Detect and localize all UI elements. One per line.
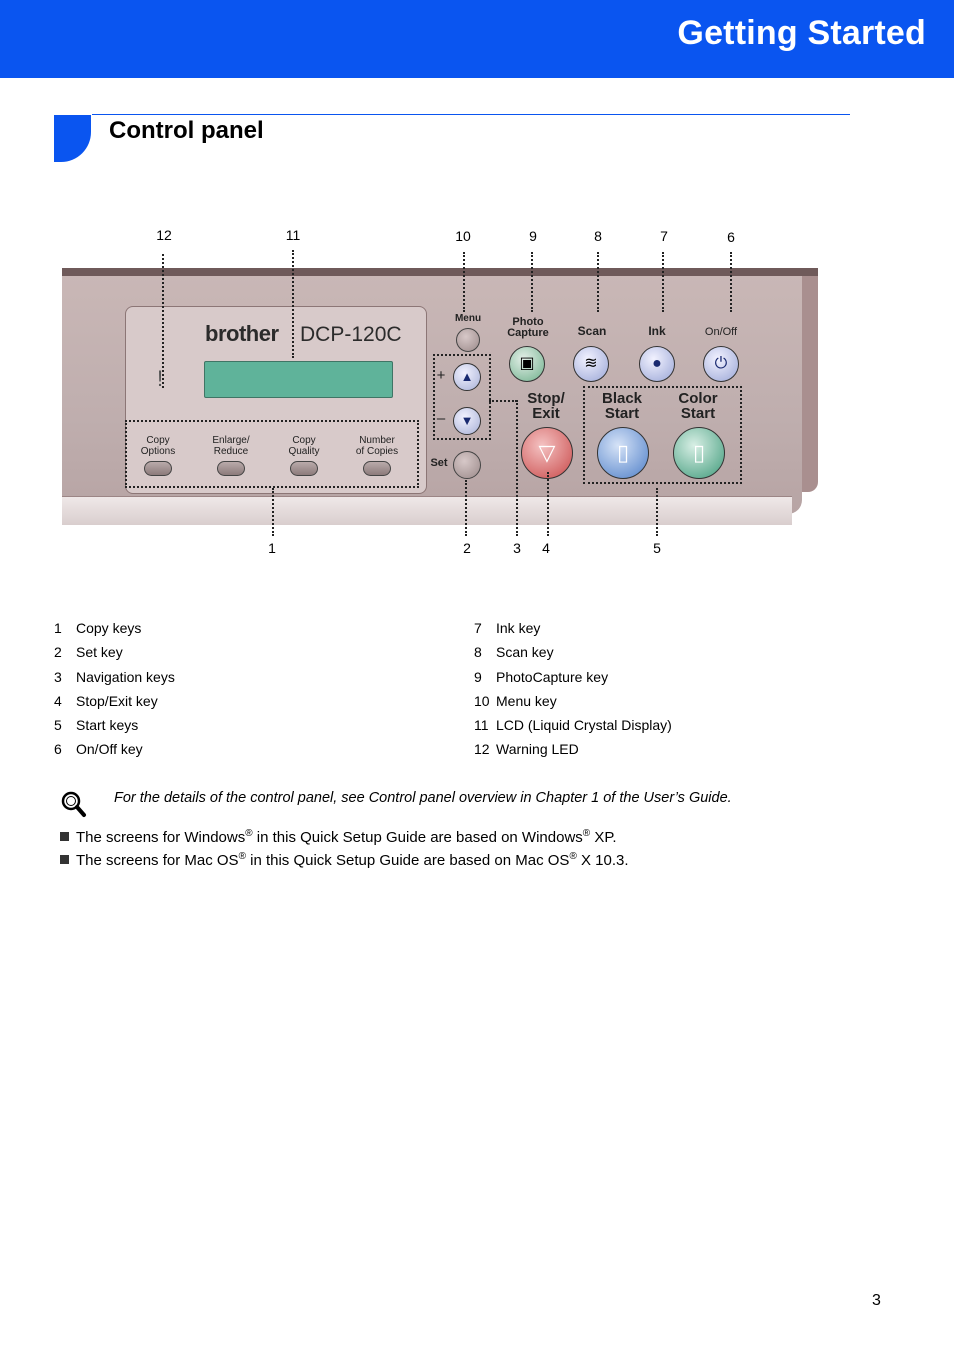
leader-line-7 <box>662 252 664 312</box>
number-of-copies-label: Number of Copies <box>355 435 399 457</box>
callout-8: 8 <box>594 228 602 244</box>
bullet-square-icon <box>60 832 69 841</box>
photo-capture-label: Photo Capture <box>507 316 549 339</box>
callout-11: 11 <box>285 227 301 243</box>
panel-lip <box>62 496 792 525</box>
lcd-display <box>204 361 393 398</box>
copy-options-label: Copy Options <box>140 435 176 457</box>
callout-3: 3 <box>513 540 521 556</box>
leader-line-11 <box>292 250 294 358</box>
plus-sign: + <box>436 367 446 384</box>
model-name: DCP-120C <box>300 323 402 346</box>
callout-5: 5 <box>653 540 661 556</box>
leader-line-6 <box>730 252 732 312</box>
header-bar <box>0 0 954 78</box>
nav-connector <box>489 400 517 402</box>
stop-icon: ▽ <box>538 440 556 465</box>
page-number: 3 <box>872 1292 881 1309</box>
note-text: For the details of the control panel, see Control panel overview in Chapter 1 of the User’s Guide. <box>114 790 732 806</box>
set-label: Set <box>430 457 448 469</box>
scanner-icon: ≋ <box>584 355 598 372</box>
set-button[interactable] <box>453 451 481 479</box>
leader-line-12 <box>162 254 164 388</box>
leader-line-9 <box>531 252 533 312</box>
camera-icon: ▣ <box>519 355 535 372</box>
start-keys-highlight <box>583 386 742 484</box>
power-icon: ⏻ <box>714 355 728 372</box>
list-item: 2 Set key <box>54 644 123 661</box>
callout-7: 7 <box>660 228 668 244</box>
on-off-button[interactable] <box>703 346 739 382</box>
color-start-label: Color Start <box>678 390 718 422</box>
bullet-windows: The screens for Windows® in this Quick Setup Guide are based on Windows® XP. <box>60 828 617 846</box>
copy-keys-highlight <box>125 420 419 488</box>
callout-4: 4 <box>542 540 550 556</box>
ink-drop-icon: ● <box>652 355 662 372</box>
brand-logo: brother <box>205 321 279 346</box>
list-item: 12 Warning LED <box>474 741 579 758</box>
on-off-label: On/Off <box>704 326 738 338</box>
copy-quality-label: Copy Quality <box>288 435 320 457</box>
leader-line-1 <box>272 488 274 536</box>
black-start-label: Black Start <box>601 390 643 422</box>
navigation-keys-highlight <box>433 354 491 440</box>
list-item: 9 PhotoCapture key <box>474 668 609 685</box>
ink-label: Ink <box>648 324 666 338</box>
list-item: 5 Start keys <box>54 717 139 734</box>
callout-9: 9 <box>529 228 537 244</box>
minus-sign: – <box>436 410 446 427</box>
panel-top-edge <box>62 268 818 276</box>
leader-line-10 <box>463 252 465 312</box>
list-item: 1 Copy keys <box>54 620 142 636</box>
leader-line-2 <box>465 480 467 536</box>
legend-left <box>54 619 175 765</box>
enlarge-reduce-label: Enlarge/ Reduce <box>212 435 250 457</box>
leader-line-4 <box>547 472 549 536</box>
scan-label: Scan <box>577 324 607 338</box>
leader-line-3 <box>516 400 518 536</box>
list-item: 10 Menu key <box>474 692 557 709</box>
stop-exit-label: Stop/ Exit <box>527 390 565 422</box>
ink-button[interactable] <box>639 346 675 382</box>
page-icon: ▯ <box>616 440 630 465</box>
callout-10: 10 <box>455 228 471 244</box>
scan-button[interactable] <box>573 346 609 382</box>
list-item: 6 On/Off key <box>54 741 143 758</box>
leader-line-8 <box>597 252 599 312</box>
list-item: 4 Stop/Exit key <box>54 692 158 709</box>
section-rule <box>92 114 850 115</box>
callout-1: 1 <box>268 540 276 556</box>
bullet-macos: The screens for Mac OS® in this Quick Setup Guide are based on Mac OS® X 10.3. <box>60 851 629 869</box>
list-item: 11 LCD (Liquid Crystal Display) <box>474 717 672 734</box>
warning-led-icon: ! <box>157 366 164 391</box>
photo-capture-button[interactable] <box>509 346 545 382</box>
bullet-square-icon <box>60 855 69 864</box>
menu-label: Menu <box>454 313 482 324</box>
page-title: Getting Started <box>677 14 926 52</box>
nav-down-button[interactable]: ▼ <box>453 407 481 435</box>
list-item: 7 Ink key <box>474 620 541 636</box>
leader-line-5 <box>656 488 658 536</box>
legend-right <box>474 619 672 765</box>
magnifier-icon <box>60 790 88 818</box>
section-title: Control panel <box>109 117 264 144</box>
nav-up-button[interactable]: ▲ <box>453 363 481 391</box>
callout-6: 6 <box>727 229 735 245</box>
list-item: 3 Navigation keys <box>54 668 175 685</box>
section-tab <box>54 115 91 162</box>
page-icon: ▯ <box>692 440 706 465</box>
callout-12: 12 <box>156 227 172 243</box>
list-item: 8 Scan key <box>474 644 554 661</box>
callout-2: 2 <box>463 540 471 556</box>
menu-button[interactable] <box>456 328 480 352</box>
